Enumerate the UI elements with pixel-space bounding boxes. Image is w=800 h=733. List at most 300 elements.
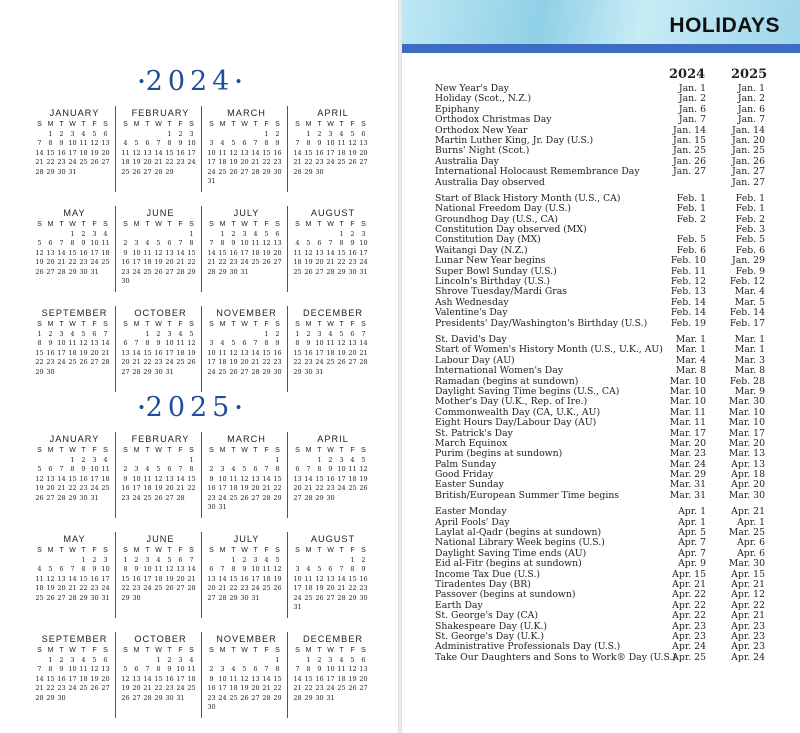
day-cell: 28 [293,167,302,176]
day-cell: 9 [48,339,53,348]
day-cell [261,503,272,512]
weekday-letter: M [219,321,226,328]
day-cell: 9 [328,465,333,474]
day-cell: 23 [326,484,335,493]
day-cell: 8 [37,339,42,348]
day-cell: 26 [165,584,174,593]
day-cell: 22 [68,258,77,267]
weekday-letter: W [69,221,76,228]
holiday-date-2024: Apr. 21 [672,578,706,590]
day-cell: 9 [123,248,128,257]
day-cell [175,168,186,177]
weekday-letter: F [264,121,269,128]
day-cell: 1 [295,330,300,338]
day-cell: 20 [240,358,249,367]
week-row [34,358,115,367]
day-cell: 7 [37,665,42,674]
day-cell: 25 [68,358,77,367]
day-cell: 24 [293,593,302,602]
day-cell: 23 [154,358,163,367]
day-cell: 7 [59,465,64,474]
weekday-letter: S [37,547,42,554]
day-cell: 3 [209,139,214,148]
day-cell [250,177,261,186]
day-cell: 26 [90,158,99,167]
day-cell [292,456,303,465]
day-cell: 7 [295,139,300,148]
day-cell: 17 [251,574,260,583]
day-cell: 14 [143,674,152,683]
holiday-name: British/European Summer Time begins [435,489,620,501]
holiday-date-2025: Apr. 21 [731,578,765,590]
holiday-row [435,366,765,376]
day-cell: 27 [359,158,368,167]
day-cell: 31 [176,693,185,702]
weekday-letter: W [69,647,76,654]
day-cell: 15 [35,348,44,357]
year-grid-2024 [30,106,375,406]
week-row [292,339,374,348]
day-cell: 15 [304,674,313,683]
holiday-date-2024: Feb. 19 [670,317,706,329]
week-row [292,239,374,248]
day-cell: 30 [273,367,282,376]
day-cell: 9 [59,665,64,674]
day-cell: 25 [35,593,44,602]
day-cell: 21 [304,484,313,493]
day-cell: 24 [218,493,227,502]
day-cell [186,277,197,286]
day-cell [347,494,358,503]
day-cell: 11 [229,474,238,483]
day-cell: 11 [101,465,110,474]
weekday-letter: W [241,221,248,228]
day-cell: 27 [176,584,185,593]
day-cell: 3 [134,239,139,248]
holiday-date-2024: Jan. 27 [673,166,706,178]
holiday-date-2024: Apr. 24 [672,641,706,653]
day-cell: 8 [275,465,280,474]
weekday-header [120,119,201,130]
week-row [34,330,115,339]
day-cell: 18 [218,358,227,367]
day-cell: 30 [304,367,313,376]
holiday-date-2024: Feb. 1 [676,192,706,204]
day-cell: 17 [68,674,77,683]
holiday-date-2025: Mar. 5 [734,296,765,308]
day-cell [250,703,261,712]
day-cell: 6 [253,665,258,674]
holiday-date-2024: Mar. 1 [675,344,706,356]
day-cell: 10 [207,148,216,157]
week-row [292,358,374,367]
day-cell: 3 [59,330,64,338]
weekday-header [120,319,201,330]
day-cell: 22 [165,158,174,167]
day-cell: 13 [121,348,130,357]
holiday-date-2025: Apr. 20 [731,479,765,491]
week-row [34,484,115,493]
day-cell: 30 [121,277,130,286]
day-cell: 7 [156,139,161,148]
day-cell: 6 [275,230,280,238]
day-cell [206,130,217,139]
day-cell: 8 [48,665,53,674]
month-name: JANUARY [49,434,100,444]
day-cell: 7 [253,139,258,148]
day-cell [358,603,369,612]
weekday-letter: T [231,447,236,454]
month-name: FEBRUARY [131,434,190,444]
weekday-letter: S [189,447,194,454]
holiday-date-2025: Feb. 1 [735,203,765,215]
day-cell: 28 [293,693,302,702]
day-cell: 16 [207,484,216,493]
month-june [116,206,202,292]
week-row [206,675,287,684]
day-cell: 6 [328,565,333,574]
day-cell: 24 [359,258,368,267]
day-cell: 16 [121,484,130,493]
month-name: APRIL [317,108,349,118]
day-cell: 9 [81,239,86,248]
day-cell [217,130,228,139]
holiday-name: Easter Sunday [435,479,504,491]
day-cell: 11 [121,148,130,157]
day-cell: 28 [326,267,335,276]
day-cell: 11 [229,674,238,683]
week-row [120,249,201,258]
weekday-letter: W [69,121,76,128]
day-cell [239,177,250,186]
day-cell [100,494,111,503]
holiday-date-2024: Jan. 7 [678,114,706,126]
month-name: MAY [63,208,86,218]
day-cell: 14 [68,574,77,583]
day-cell: 12 [35,474,44,483]
day-cell [34,556,45,565]
holiday-date-2025: Apr. 12 [731,589,765,601]
month-may [30,532,116,618]
day-cell: 28 [132,367,141,376]
day-cell: 18 [337,674,346,683]
day-cell: 28 [35,167,44,176]
day-cell: 2 [350,230,355,238]
day-cell: 27 [46,493,55,502]
day-cell: 17 [240,248,249,257]
day-cell: 1 [189,230,194,238]
weekday-letter: W [69,321,76,328]
holiday-date-2024: Mar. 31 [669,479,706,491]
day-cell [131,656,142,665]
day-cell [261,594,272,603]
weekday-header [34,545,115,556]
day-cell [358,494,369,503]
weekday-letter: M [219,447,226,454]
day-cell: 5 [92,130,97,138]
day-cell: 16 [273,348,282,357]
day-cell [347,168,358,177]
holiday-name: March Equinox [435,437,508,449]
holiday-row [435,115,765,125]
month-name: AUGUST [310,208,356,218]
day-cell: 10 [132,248,141,257]
day-cell: 17 [337,474,346,483]
holiday-row [435,418,765,428]
day-cell [34,130,45,139]
day-cell: 14 [176,474,185,483]
day-cell: 29 [273,493,282,502]
week-row [34,584,115,593]
day-cell: 8 [70,239,75,248]
day-cell: 18 [304,584,313,593]
day-cell: 16 [304,348,313,357]
month-row [30,632,375,732]
holiday-row [435,94,765,104]
weekday-letter: T [81,321,86,328]
day-cell: 31 [218,503,227,512]
day-cell: 26 [359,484,368,493]
day-cell: 13 [326,574,335,583]
weekday-letter: W [327,547,334,554]
day-cell: 5 [231,139,236,148]
holiday-name: St. George's Day (U.K.) [435,630,545,642]
day-cell: 26 [229,367,238,376]
holiday-name: Earth Day [435,599,483,611]
holiday-date-2025: Feb. 6 [735,244,765,256]
day-cell: 8 [295,339,300,348]
day-cell: 31 [101,593,110,602]
week-row [292,230,374,239]
day-cell: 28 [262,493,271,502]
weekday-letter: T [81,447,86,454]
day-cell: 18 [251,248,260,257]
day-cell: 3 [339,456,344,464]
day-cell [45,556,56,565]
day-cell: 19 [90,148,99,157]
holiday-date-2024: Apr. 5 [678,527,706,539]
day-cell [272,177,283,186]
day-cell: 9 [92,565,97,574]
day-cell: 9 [306,339,311,348]
month-row [30,432,375,532]
weekday-letter: M [47,221,54,228]
weekday-letter: F [92,121,97,128]
day-cell: 2 [81,230,86,238]
week-row [206,575,287,584]
day-cell: 5 [242,465,247,474]
day-cell: 27 [57,593,66,602]
day-cell: 8 [275,665,280,674]
weekday-letter: S [275,221,280,228]
day-cell: 27 [273,258,282,267]
day-cell: 21 [68,584,77,593]
day-cell: 6 [48,465,53,474]
day-cell: 11 [187,665,196,674]
day-cell: 25 [229,493,238,502]
weekday-letter: W [241,447,248,454]
day-cell: 21 [207,258,216,267]
day-cell: 9 [275,139,280,148]
day-cell: 23 [90,584,99,593]
weekday-letter: S [103,321,108,328]
day-cell: 31 [90,267,99,276]
day-cell: 4 [220,139,225,148]
weekday-letter: F [92,447,97,454]
month-name: OCTOBER [134,308,187,318]
day-cell: 25 [79,684,88,693]
weekday-letter: S [37,647,42,654]
day-cell: 11 [143,474,152,483]
weekday-letter: S [295,121,300,128]
day-cell: 17 [90,248,99,257]
holiday-date-2025: Feb. 28 [729,375,765,387]
weekday-letter: S [123,447,128,454]
holiday-date-2024: Apr. 1 [678,516,706,528]
holiday-date-2025: Apr. 23 [731,630,765,642]
week-row [34,465,115,474]
day-cell: 30 [207,503,216,512]
month-name: SEPTEMBER [41,308,108,318]
weekday-letter: T [59,447,64,454]
holiday-name: New Year's Day [435,83,509,94]
month-february [116,432,202,518]
week-row [120,675,201,684]
day-cell: 22 [121,584,130,593]
holiday-date-2024: Jan. 15 [673,134,706,146]
day-cell: 25 [304,593,313,602]
holiday-date-2025: Feb. 17 [729,317,765,329]
weekday-letter: T [59,321,64,328]
day-cell: 15 [154,674,163,683]
day-cell: 11 [79,139,88,148]
day-cell: 3 [209,339,214,348]
day-cell: 3 [220,665,225,674]
weekday-letter: S [275,121,280,128]
day-cell [228,656,239,665]
weekday-letter: S [123,121,128,128]
week-row [206,349,287,358]
holiday-row [435,590,765,600]
month-name: JANUARY [49,108,100,118]
day-cell: 5 [264,230,269,238]
holiday-name: Take Our Daughters and Sons to Work® Day (U.S.) [435,651,677,663]
day-cell: 13 [273,239,282,248]
week-row [206,703,287,712]
day-cell: 5 [306,239,311,248]
weekday-letter: T [167,321,172,328]
day-cell: 22 [154,684,163,693]
day-cell: 1 [264,330,269,338]
month-name: JULY [233,208,260,218]
day-cell: 8 [145,339,150,348]
day-cell: 19 [165,574,174,583]
day-cell: 27 [240,367,249,376]
weekday-header [34,119,115,130]
day-cell: 3 [70,656,75,664]
month-name: NOVEMBER [216,308,277,318]
day-cell: 26 [315,593,324,602]
day-cell [186,168,197,177]
day-cell: 8 [264,339,269,348]
weekday-letter: S [295,321,300,328]
month-november [202,632,288,718]
week-row [34,456,115,465]
day-cell: 3 [92,456,97,464]
day-cell: 18 [176,348,185,357]
day-cell [100,694,111,703]
day-cell: 10 [176,665,185,674]
day-cell: 7 [145,665,150,674]
day-cell [228,330,239,339]
week-row [34,684,115,693]
week-row [206,230,287,239]
day-cell: 7 [209,239,214,248]
day-cell: 26 [304,267,313,276]
week-row [120,349,201,358]
day-cell [250,503,261,512]
holiday-date-2024: Apr. 23 [672,620,706,632]
day-cell: 6 [92,330,97,338]
day-cell: 16 [165,674,174,683]
week-row [34,158,115,167]
day-cell: 13 [57,574,66,583]
day-cell: 13 [240,148,249,157]
holiday-name: Epiphany [435,103,480,115]
weekday-header [120,219,201,230]
month-january [30,106,116,192]
week-row [34,130,115,139]
day-cell: 26 [187,358,196,367]
week-row [34,139,115,148]
day-cell: 9 [350,239,355,248]
weekday-letter: T [145,121,150,128]
day-cell: 1 [189,456,194,464]
holiday-date-2024: Feb. 1 [676,203,706,215]
day-cell: 29 [35,367,44,376]
weekday-letter: T [145,647,150,654]
holiday-date-2025: Apr. 24 [731,651,765,663]
day-cell [303,603,314,612]
day-cell [56,230,67,239]
day-cell: 13 [165,248,174,257]
weekday-letter: F [178,221,183,228]
holiday-date-2024: Feb. 5 [676,234,706,246]
day-cell: 19 [337,348,346,357]
month-january [30,432,116,518]
day-cell: 7 [361,330,366,338]
day-cell [325,368,336,377]
day-cell: 31 [165,367,174,376]
month-row [30,532,375,632]
day-cell [131,230,142,239]
week-row [292,684,374,693]
day-cell: 22 [187,484,196,493]
day-cell: 13 [165,474,174,483]
holiday-date-2024: Mar. 11 [669,417,706,429]
day-cell: 20 [315,258,324,267]
holiday-date-2024: Jan. 1 [678,83,706,94]
day-cell: 14 [262,474,271,483]
weekday-letter: F [264,647,269,654]
day-cell [34,456,45,465]
day-cell: 5 [156,465,161,474]
holiday-name: Lincoln's Birthday (U.S.) [435,276,551,288]
month-february [116,106,202,192]
day-cell: 29 [262,167,271,176]
day-cell: 30 [132,593,141,602]
holiday-date-2024: Mar. 17 [669,427,706,439]
